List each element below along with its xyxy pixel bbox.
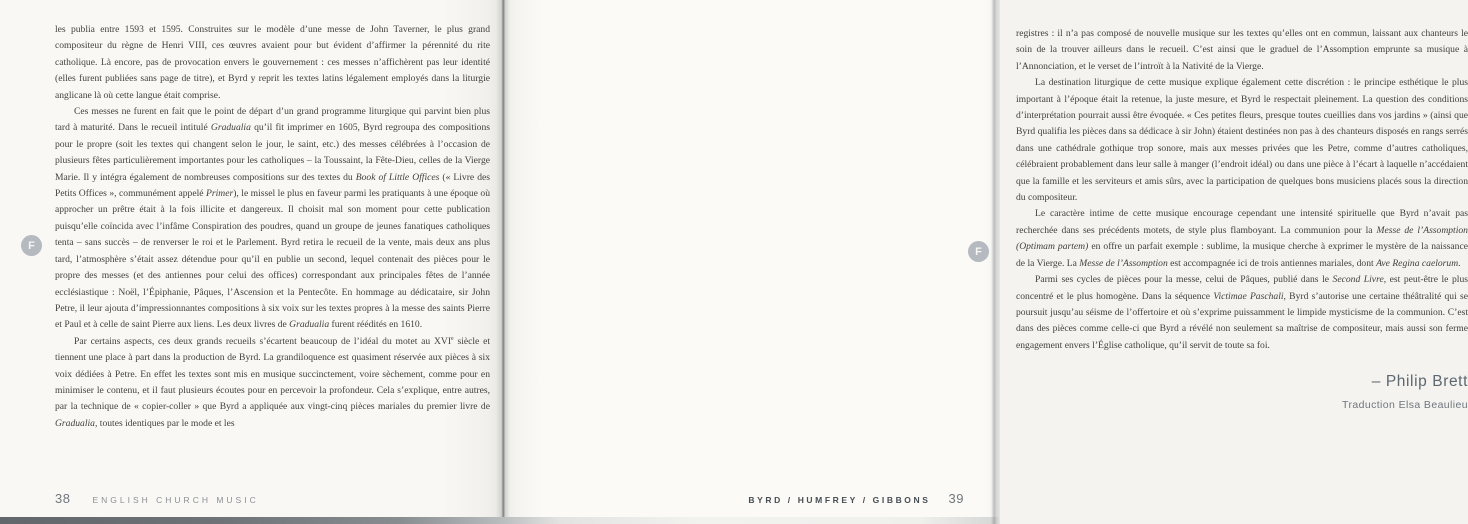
right-paragraphs <box>1016 26 1468 354</box>
running-title-left: ENGLISH CHURCH MUSIC <box>92 495 259 505</box>
paragraph: La destination liturgique de cette musique explique également cette discrétion : le principe esthétique le plus important à l’époque était la retenue, la juste mesure, et Byrd le respectait pleinement. La question des conditions d’interprétation pourrait aussi être évoquée. « Ces petites fleurs, presque toutes cueillies dans vos jardins » (ainsi que Byrd qualifia les pièces dans sa dédicace à sir John) étaient destinées non pas à des chanteurs disposés en rangs serrés dans une cathédrale gothique trop sonore, mais aux messes privées que les Petre, comme d’autres catholiques, célébraient probablement dans leur salle à manger (l’endroit idéal) ou dans une pièce à l’écart à laquelle n’accédaient que la famille et les serviteurs et amis sûrs, avec la participation de quelques bons musiciens placés sous la direction du compositeur. <box>1016 77 1468 204</box>
author-signature: – Philip Brett <box>1371 373 1468 391</box>
page-number-right: 39 <box>948 491 964 506</box>
left-text-column <box>55 22 490 432</box>
right-footer <box>748 491 964 506</box>
paragraph: les publia entre 1593 et 1595. Construites sur le modèle d’une messe de John Taverner, le plus grand compositeur du règne de Henri VIII, ces œuvres avaient pour but évident d’affirmer la pérennité du rite catholique. Là encore, pas de provocation envers le gouvernement : ces messes n’affichèrent pas leur identité (elles furent publiées sans page de titre), et Byrd y reprit les textes latins légalement employés dans la liturgie anglicane là où cette langue était comprise. <box>55 24 490 101</box>
paragraph: Ces messes ne furent en fait que le point de départ d’un grand programme liturgique qui parvint bien plus tard à maturité. Dans le recueil intitulé Gradualia qu’il fit imprimer en 1605, Byrd regroupa des compositions pour le propre (soit les textes qui changent selon le jour, le saint, etc.) des messes célébrées à l’occasion de plusieurs fêtes particulièrement importantes pour les catholiques – la Toussaint, la Fête-Dieu, celles de la Vierge Marie. Il y intégra également de nombreuses compositions sur des textes du Book of Little Offices (« Livre des Petits Offices », communément appelé Primer), le missel le plus en faveur parmi les pratiquants à une époque où approcher un prêtre était à la fois illicite et dangereux. Il choisit mal son moment pour cette publication puisqu’elle coïncida avec l’infâme Conspiration des poudres, quand un groupe de jeunes fanatiques catholiques tenta – sans succès – de renverser le roi et le Parlement. Byrd retira le recueil de la vente, mais deux ans plus tard, l’atmosphère s’était assez détendue pour qu’il en publie un second, lequel contenait des pièces pour le propre des messes (et des antiennes pour celui des offices) correspondant aux principales fêtes de l’année ecclésiastique : Noël, l’Épiphanie, Pâques, l’Ascension et la Pentecôte. En hommage au dédicataire, sir John Petre, il leur ajouta d’impressionnantes compositions à six voix sur les textes propres à la messe des saints Pierre et Paul et à celle de saint Pierre aux liens. Les deux livres de Gradualia furent réédités en 1610. <box>55 106 491 331</box>
signature-block <box>1016 374 1468 413</box>
language-badge-f-right: F <box>968 241 989 262</box>
page-right <box>502 0 1468 524</box>
left-footer <box>55 491 475 506</box>
right-text-column <box>1016 26 1468 413</box>
paragraph: Par certains aspects, ces deux grands recueils s’écartent beaucoup de l’idéal du motet au XVIe siècle et tiennent une place à part dans la production de Byrd. La grandiloquence est quasiment réservée aux pièces à six voix dédiées à Petre. En effet les textes sont mis en musique succinctement, voire sèchement, comme pour en minimiser le contenu, et il faut plusieurs écoutes pour en percevoir la profondeur. Cela s’explique, entre autres, par la technique de « copier-coller » que Byrd a appliquée aux vingt-cinq pièces mariales du premier livre de Gradualia, toutes identiques par le mode et les <box>55 335 491 429</box>
translation-credit: Traduction Elsa Beaulieu <box>1342 398 1468 411</box>
page-number-left: 38 <box>55 491 71 506</box>
page-left <box>0 0 502 524</box>
paragraph: Parmi ses cycles de pièces pour la messe, celui de Pâques, publié dans le Second Livre, est peut-être le plus concentré et le plus homogène. Dans la séquence Victimae Paschali, Byrd s’autorise une certaine théâtralité qui se poursuit jusqu’au séisme de l’offertoire et où s’exprime puissamment le limpide mysticisme de la communion. C’est dans des pièces comme celle-ci que Byrd a révélé non seulement sa maîtrise de compositeur, mais aussi son ferme engagement envers l’Église catholique, qu’il servit de toute sa foi. <box>1016 274 1468 351</box>
running-title-right: BYRD / HUMFREY / GIBBONS <box>748 495 931 505</box>
language-badge-f-left: F <box>21 235 42 256</box>
paragraph: Le caractère intime de cette musique encourage cependant une intensité spirituelle que Byrd n’avait pas recherchée dans ses précédents motets, de style plus flamboyant. La communion pour la Messe de l’Assomption (Optimam partem) en offre un parfait exemple : sublime, la musique cherche à exprimer le mystère de la naissance de la Vierge. La Messe de l’Assomption est accompagnée ici de trois antiennes mariales, dont Ave Regina caelorum. <box>1016 208 1468 269</box>
paragraph: registres : il n’a pas composé de nouvelle musique sur les textes qu’elles ont en commun, laissant aux chanteurs le soin de la trouver ailleurs dans le recueil. C’est ainsi que le graduel de l’Assomption emprunte sa musique à l’Annonciation, et le verset de l’introït à la Nativité de la Vierge. <box>1016 28 1468 72</box>
